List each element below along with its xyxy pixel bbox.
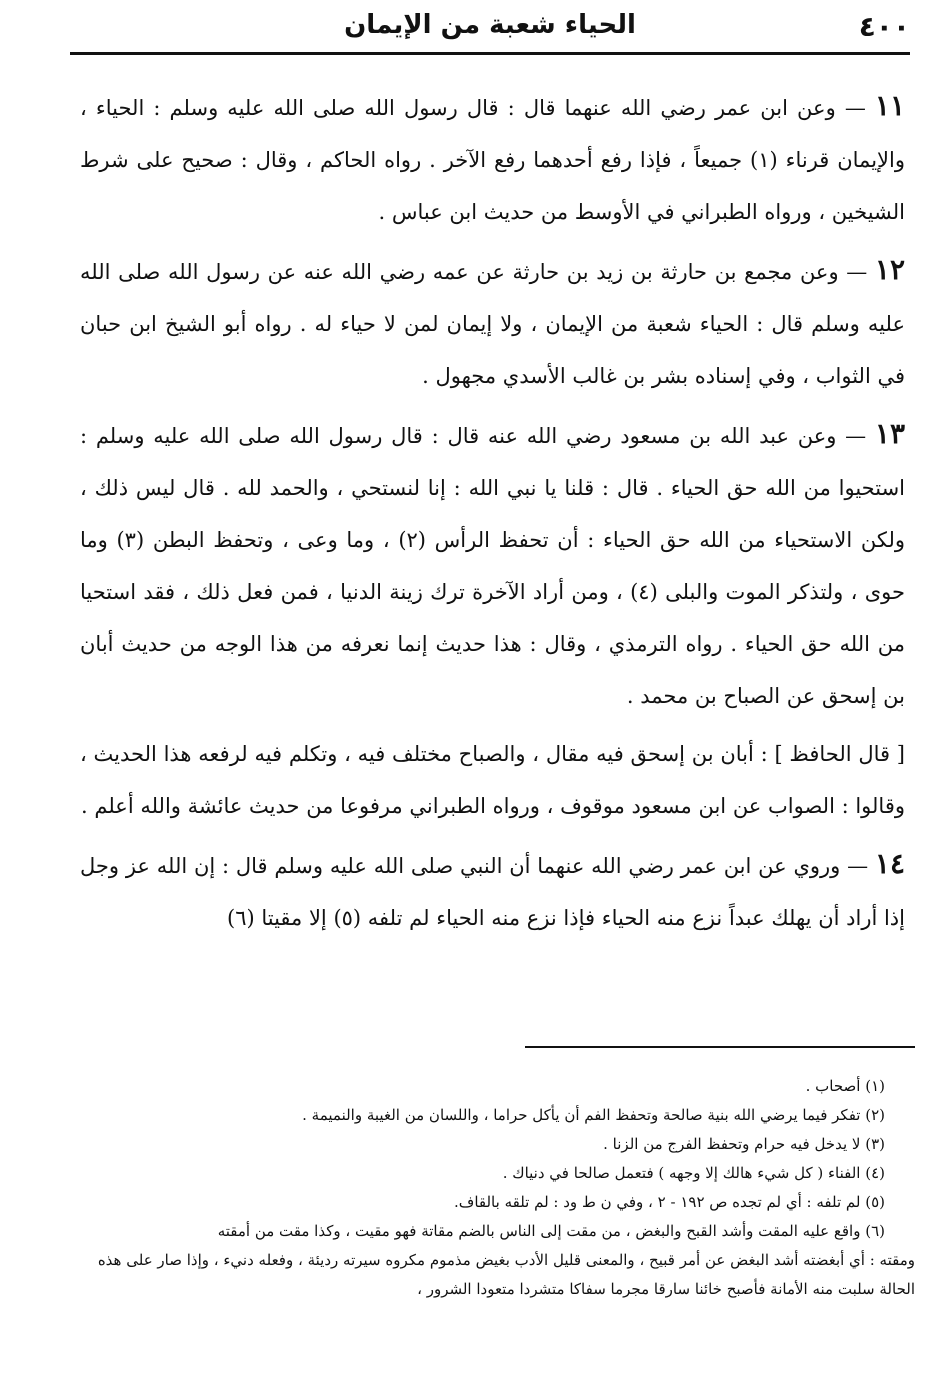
hadith-text: — وعن عبد الله بن مسعود رضي الله عنه قال : قال رسول الله صلى الله عليه وسلم : استحيوا من الله حق الحياء . قال : قلنا يا نبي الله : إنا لنستحي ، والحمد لله . قال ليس ذلك ، ولكن الاستحياء من الله حق الحياء : أن تحفظ الرأس (٢) ، وما وعى ، وتحفظ البطن (٣) وما حوى ، ولتذكر الموت والبلى (٤) ، ومن أراد الآخرة ترك زينة الدنيا ، فمن فعل ذلك ، فقد استحيا من الله حق الحياء . رواه الترمذي ، وقال : هذا حديث إنما نعرفه من هذا الوجه من حديث أبان بن إسحق عن الصباح بن محمد .	[80, 424, 905, 708]
footnote: (٦) واقع عليه المقت وأشد القبح والبغض ، من مقت إلى الناس بالضم مقاتة فهو مقيت ، وكذا مقت من أمقته	[217, 1222, 885, 1240]
commentary-text: [ قال الحافظ ] : أبان بن إسحق فيه مقال ، والصباح مختلف فيه ، وتكلم فيه لرفعه هذا الحديث ، وقالوا : الصواب عن ابن مسعود موقوف ، ورواه الطبراني مرفوعا من حديث عائشة والله أعلم .	[80, 742, 905, 818]
footnote: (١) أصحاب .	[805, 1077, 885, 1095]
hadith-text: — وعن ابن عمر رضي الله عنهما قال : قال رسول الله صلى الله عليه وسلم : الحياء ، والإيمان قرناء (١) جميعاً ، فإذا رفع أحدهما رفع الآخر . رواه الحاكم ، وقال : صحيح على شرط الشيخين ، ورواه الطبراني في الأوسط من حديث ابن عباس .	[80, 96, 905, 224]
commentary-paragraph	[80, 728, 905, 832]
hadith-paragraph	[80, 408, 905, 722]
footnote-separator	[525, 1046, 915, 1048]
hadith-number: ١٢	[874, 253, 905, 286]
hadith-paragraph	[80, 80, 905, 238]
hadith-number: ١١	[874, 89, 905, 122]
footnotes	[80, 1072, 915, 1304]
hadith-number: ١٣	[874, 417, 905, 450]
page-number: ٤٠٠	[858, 10, 910, 43]
footnote: (٣) لا يدخل فيه حرام وتحفظ الفرج من الزنا .	[603, 1135, 885, 1153]
hadith-text: — وروي عن ابن عمر رضي الله عنهما أن النبي صلى الله عليه وسلم قال : إن الله عز وجل إذا أراد أن يهلك عبداً نزع منه الحياء فإذا نزع منه الحياء لم تلفه (٥) إلا مقيتا (٦)	[80, 854, 905, 930]
footnote: (٢) تفكر فيما يرضي الله بنية صالحة وتحفظ الفم أن يأكل حراما ، واللسان من الغيبة والنميمة .	[302, 1106, 885, 1124]
hadith-number: ١٤	[874, 847, 905, 880]
hadith-paragraph	[80, 838, 905, 944]
footnote-continuation: ومقته : أي أبغضته أشد البغض عن أمر قبيح ، والمعنى قليل الأدب بغيض مذموم مكروه سيرته رديئة ، وفعله دنيء ، وإذا صار على هذه الحالة سلبت منه الأمانة فأصبح خائنا سارقا مجرما سفاكا متشردا متعودا الشرور ،	[97, 1251, 915, 1298]
hadith-text: — وعن مجمع بن حارثة بن زيد بن حارثة عن عمه رضي الله عنه عن رسول الله صلى الله عليه وسلم قال : الحياء شعبة من الإيمان ، ولا إيمان لمن لا حياء له . رواه أبو الشيخ ابن حبان في الثواب ، وفي إسناده بشر بن غالب الأسدي مجهول .	[80, 260, 905, 388]
hadith-paragraph	[80, 244, 905, 402]
footnote: (٥) لم تلفه : أي لم تجده ص ١٩٢ - ٢ ، وفي ن ط ود : لم تلقه بالقاف.	[454, 1193, 885, 1211]
footnote: (٤) الفناء ( كل شيء هالك إلا وجهه ) فتعمل صالحا في دنياك .	[502, 1164, 885, 1182]
main-text	[80, 80, 905, 944]
page-header	[70, 8, 910, 48]
header-rule	[70, 52, 910, 55]
running-title: الحياء شعبة من الإيمان	[344, 10, 636, 40]
